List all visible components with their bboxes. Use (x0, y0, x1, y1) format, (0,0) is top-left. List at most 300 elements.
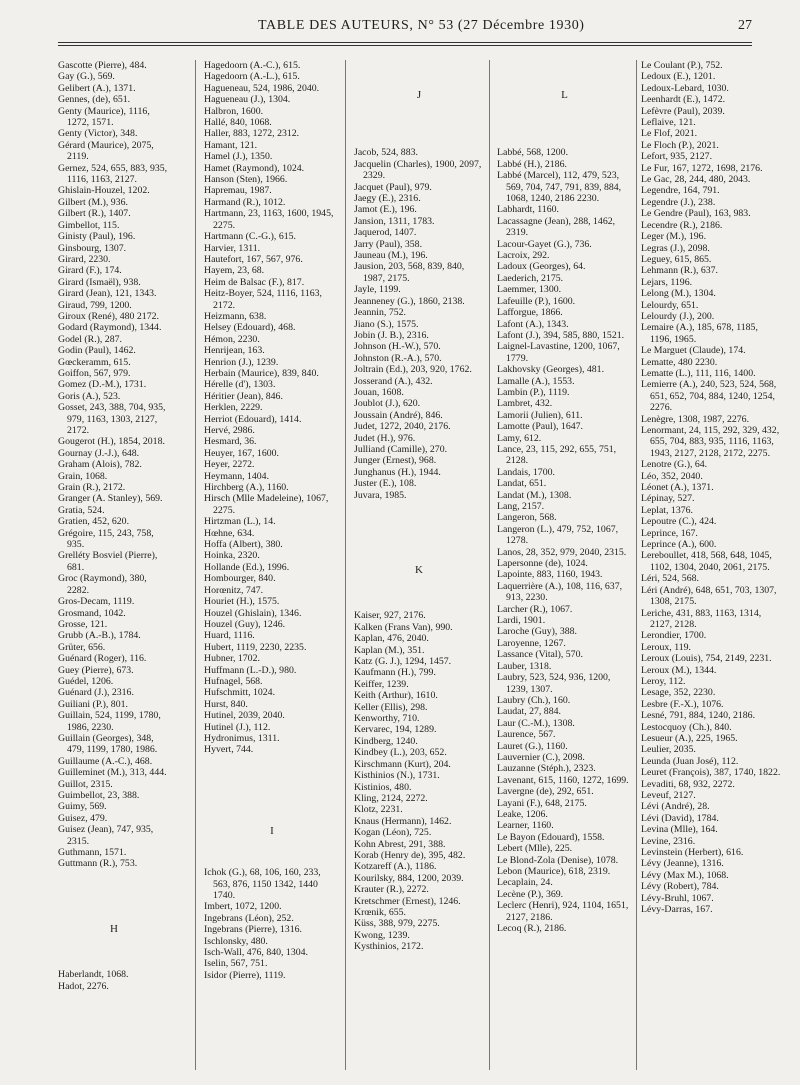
section-letter: H (110, 922, 118, 935)
index-entry: Jouan, 1608. (354, 386, 404, 398)
index-entry: Leulier, 2035. (641, 744, 696, 756)
index-entry: Hagedoorn (A.-L.), 615. (204, 71, 300, 83)
index-entry: Guisez, 479. (58, 812, 108, 824)
index-entry: Ingebrans (Léon), 252. (204, 912, 294, 924)
index-entry: Ladoux (Georges), 64. (497, 261, 586, 273)
index-entry: Hapremau, 1987. (204, 185, 272, 197)
index-entry: Lematte, 480 2230. (641, 356, 718, 368)
index-entry: Lebert (Mlle), 225. (497, 843, 573, 855)
index-entry: Le Flof, 2021. (641, 128, 698, 140)
index-entry: Labhardt, 1160. (497, 204, 559, 216)
index-entry: Isch-Wall, 476, 840, 1304. (204, 947, 308, 959)
index-entry: Gournay (J.-J.), 648. (58, 447, 140, 459)
index-entry: Hamel (J.), 1350. (204, 151, 273, 163)
index-entry: Léonet (A.), 1371. (641, 482, 714, 494)
index-entry: Lafeuille (P.), 1600. (497, 295, 576, 307)
index-entry: Lévi (David), 1784. (641, 812, 719, 824)
index-entry: Lerondier, 1700. (641, 630, 707, 642)
index-entry: Girard (F.), 174. (58, 265, 122, 277)
index-entry: Gelibert (A.), 1371. (58, 82, 136, 94)
index-entry: Iselin, 567, 751. (204, 958, 268, 970)
index-entry: Hydronimus, 1311. (204, 732, 280, 744)
section-spacer (497, 101, 632, 147)
index-entry: Krœnik, 655. (354, 906, 406, 918)
column-divider (345, 60, 346, 1070)
index-entry: Hamant, 121. (204, 139, 258, 151)
index-entry: Gosset, 243, 388, 704, 935, 979, 1163, 1303, 2127, 2172. (58, 402, 166, 436)
index-entry: Léri, 524, 568. (641, 573, 699, 585)
index-entry: Gimbellot, 115. (58, 219, 120, 231)
index-entry: Giroux (René), 480 2172. (58, 310, 159, 322)
section-spacer (354, 101, 484, 147)
column-divider (195, 60, 196, 1070)
index-entry: Kling, 2124, 2272. (354, 792, 428, 804)
index-column-3 (354, 60, 484, 1070)
index-entry: Hoinka, 2320. (204, 550, 260, 562)
index-entry: Laudat, 27, 884. (497, 706, 561, 718)
index-entry: Labbé, 568, 1200. (497, 147, 569, 159)
index-entry: Kindberg, 1240. (354, 735, 418, 747)
index-entry: Laquerrière (A.), 108, 116, 637, 913, 2230. (497, 580, 623, 604)
index-entry: Heuyer, 167, 1600. (204, 447, 279, 459)
index-entry: Lavenant, 615, 1160, 1272, 1699. (497, 774, 629, 786)
index-entry: Guillain, 524, 1199, 1780, 1986, 2230. (58, 710, 161, 733)
index-entry: Kervarec, 194, 1289. (354, 724, 437, 736)
index-entry: Harmand (R.), 1012. (204, 196, 286, 208)
index-entry: Gernez, 524, 655, 883, 935, 1116, 1163, 2127. (58, 162, 168, 186)
index-entry: Hallé, 840, 1068. (204, 117, 272, 129)
index-entry: Hubert, 1119, 2230, 2235. (204, 641, 307, 653)
index-entry: Kenworthy, 710. (354, 713, 420, 725)
index-entry: Katz (G. J.), 1294, 1457. (354, 656, 452, 668)
index-entry: Lecaplain, 24. (497, 877, 553, 889)
index-entry: Hanson (Sten), 1966. (204, 174, 288, 186)
index-entry: Huard, 1116. (204, 630, 255, 642)
index-entry: Labbé (H.), 2186. (497, 158, 567, 170)
index-entry: Girard, 2230. (58, 253, 111, 265)
index-entry: Lévy-Bruhl, 1067. (641, 892, 714, 904)
index-entry: Gomez (D.-M.), 1731. (58, 379, 147, 391)
index-entry: Lévi (André), 28. (641, 801, 710, 813)
index-entry: Guiliani (P.), 801. (58, 698, 128, 710)
index-entry: Juvara, 1985. (354, 489, 407, 501)
index-entry: Lépinay, 527. (641, 493, 695, 505)
index-entry: Lestocquoy (Ch.), 840. (641, 721, 732, 733)
index-entry: Jeanneney (G.), 1860, 2138. (354, 295, 465, 307)
index-entry: Jacob, 524, 883. (354, 147, 418, 159)
index-entry: Ingebrans (Pierre), 1316. (204, 924, 302, 936)
index-entry: Lamy, 612. (497, 432, 542, 444)
index-entry: Grubb (A.-B.), 1784. (58, 630, 141, 642)
index-entry: Guimy, 569. (58, 801, 107, 813)
index-entry: Langeron, 568. (497, 512, 557, 524)
index-entry: Gros-Decam, 1119. (58, 596, 135, 608)
index-entry: Herklen, 2229. (204, 402, 263, 414)
index-entry: Laurence, 567. (497, 729, 556, 741)
index-entry: Julliand (Camille), 270. (354, 443, 448, 455)
index-entry: Hufschmitt, 1024. (204, 687, 276, 699)
index-entry: Lévy-Darras, 167. (641, 904, 713, 916)
index-entry: Guillain (Georges), 348, 479, 1199, 1780, 1986. (58, 732, 158, 756)
index-entry: Lévy (Max M.), 1068. (641, 869, 729, 881)
index-entry: Keith (Arthur), 1610. (354, 690, 438, 702)
index-entry: Leenhardt (E.), 1472. (641, 94, 726, 106)
index-entry: Lévy (Jeanne), 1316. (641, 858, 724, 870)
index-entry: Kohn Abrest, 291, 388. (354, 838, 446, 850)
index-entry: Judet, 1272, 2040, 2176. (354, 421, 451, 433)
index-entry: Jaegy (E.), 2316. (354, 193, 421, 205)
index-entry: Lauvernier (C.), 2098. (497, 751, 585, 763)
index-entry: Halbron, 1600. (204, 105, 264, 117)
index-entry: Ghislain-Houzel, 1202. (58, 185, 150, 197)
index-entry: Lacassagne (Jean), 288, 1462, 2319. (497, 215, 616, 239)
index-entry: Jacquelin (Charles), 1900, 2097, 2329. (354, 158, 482, 182)
index-entry: Laubry, 523, 524, 936, 1200, 1239, 1307. (497, 672, 611, 695)
index-entry: Guénard (Roger), 116. (58, 653, 147, 665)
index-entry: Kirschmann (Kurt), 204. (354, 758, 451, 770)
index-entry: Larcher (R.), 1067. (497, 603, 573, 615)
index-entry: Lejars, 1196. (641, 276, 693, 288)
index-column-2 (204, 60, 340, 1070)
header-rule (58, 42, 752, 46)
index-entry: Kaplan, 476, 2040. (354, 633, 429, 645)
index-entry: Lecendre (R.), 2186. (641, 219, 723, 231)
index-entry: Ichok (G.), 68, 106, 160, 233, 563, 876, 1150 1342, 1440 1740. (204, 867, 321, 901)
index-entry: Landat (M.), 1308. (497, 489, 572, 501)
index-entry: Le Coulant (P.), 752. (641, 60, 723, 71)
index-entry: Lenègre, 1308, 1987, 2276. (641, 413, 750, 425)
index-entry: Lafont (J.), 394, 585, 880, 1521. (497, 329, 625, 341)
index-entry: Lance, 23, 115, 292, 655, 751, 2128. (497, 443, 617, 467)
index-entry: Héritier (Jean), 846. (204, 390, 283, 402)
index-entry: Lakhovsky (Georges), 481. (497, 364, 605, 376)
index-entry: Henrijean, 163. (204, 345, 265, 357)
index-entry: Kistinios, 480. (354, 781, 412, 793)
index-entry: Kourilsky, 884, 1200, 2039. (354, 872, 464, 884)
index-entry: Gougerot (H.), 1854, 2018. (58, 436, 165, 448)
index-entry: Levaditi, 68, 932, 2272. (641, 778, 735, 790)
index-entry: Lauber, 1318. (497, 660, 552, 672)
index-entry: Le Bayon (Edouard), 1558. (497, 831, 605, 843)
index-entry: Ischlonsky, 480. (204, 935, 268, 947)
index-entry: Jeannin, 752. (354, 307, 406, 319)
index-entry: Heyer, 2272. (204, 459, 255, 471)
index-entry: Leroux (Louis), 754, 2149, 2231. (641, 653, 772, 665)
index-entry: Hirchberg (A.), 1160. (204, 482, 289, 494)
index-entry: Levine, 2316. (641, 835, 696, 847)
index-entry: Jarry (Paul), 358. (354, 238, 423, 250)
section-spacer (58, 935, 170, 969)
index-entry: Guillaume (A.-C.), 468. (58, 755, 153, 767)
index-entry: Goiffon, 567, 979. (58, 367, 131, 379)
section-letter: L (561, 89, 568, 101)
index-entry: Keller (Ellis), 298. (354, 701, 428, 713)
index-entry: Imbert, 1072, 1200. (204, 901, 282, 913)
index-entry: Gratia, 524. (58, 504, 105, 516)
index-entry: Hagueneau (J.), 1304. (204, 94, 291, 106)
index-entry: Knaus (Hermann), 1462. (354, 815, 452, 827)
index-entry: Lelourdy (J.), 200. (641, 310, 715, 322)
index-entry: Lanos, 28, 352, 979, 2040, 2315. (497, 546, 627, 558)
index-entry: Lacroix, 292. (497, 250, 550, 262)
index-entry: Lepoutre (C.), 424. (641, 516, 717, 528)
index-entry: Grosmand, 1042. (58, 607, 126, 619)
index-entry: Joussain (André), 846. (354, 409, 443, 421)
index-entry: Labbé (Marcel), 112, 479, 523, 569, 704, 747, 791, 839, 884, 1068, 1240, 2186 2230. (497, 170, 622, 205)
index-entry: Hutinel, 2039, 2040. (204, 710, 285, 722)
index-entry: Lebon (Maurice), 618, 2319. (497, 866, 611, 877)
index-entry: Jausion, 203, 568, 839, 840, 1987, 2175. (354, 261, 465, 284)
index-entry: Lenotre (G.), 64. (641, 459, 708, 471)
index-entry: Giraud, 799, 1200. (58, 299, 132, 311)
index-entry: Ginsbourg, 1307. (58, 242, 127, 254)
index-entry: Lelong (M.), 1304. (641, 288, 716, 300)
index-entry: Lefèvre (Paul), 2039. (641, 105, 725, 117)
index-entry: Leplat, 1376. (641, 504, 693, 516)
page-header (0, 18, 800, 40)
index-entry: Lecène (P.), 369. (497, 888, 564, 900)
index-entry: Jayle, 1199. (354, 284, 401, 296)
index-entry: Hesmard, 36. (204, 436, 257, 448)
index-entry: Laroche (Guy), 388. (497, 626, 577, 638)
index-entry: Lemierre (A.), 240, 523, 524, 568, 651, 652, 704, 884, 1240, 1254, 2276. (641, 379, 777, 414)
index-entry: Grain, 1068. (58, 470, 108, 482)
index-entry: Godel (R.), 287. (58, 333, 122, 345)
index-entry: Hautefort, 167, 567, 976. (204, 253, 303, 265)
index-entry: Gratien, 452, 620. (58, 516, 130, 528)
column-divider (489, 60, 490, 1070)
index-entry: Lassance (Vital), 570. (497, 649, 583, 661)
index-entry: Kotzareff (A.), 1186. (354, 861, 437, 873)
section-letter: J (416, 89, 422, 101)
index-entry: Herbain (Maurice), 839, 840. (204, 367, 319, 379)
index-entry: Lapointe, 883, 1160, 1943. (497, 569, 603, 581)
index-entry: Léo, 352, 2040. (641, 470, 703, 482)
index-entry: Joltrain (Ed.), 203, 920, 1762. (354, 364, 472, 376)
index-entry: Guttmann (R.), 753. (58, 858, 138, 870)
index-entry: Guey (Pierre), 673. (58, 664, 134, 676)
index-entry: Jansion, 1311, 1783. (354, 215, 435, 227)
index-entry: Genty (Maurice), 1116, 1272, 1571. (58, 105, 150, 129)
index-entry: Kaufmann (H.), 799. (354, 667, 436, 679)
index-entry: Jiano (S.), 1575. (354, 318, 419, 330)
index-entry: Le Gendre (Paul), 163, 983. (641, 208, 751, 220)
index-entry: Guimbellot, 23, 388. (58, 790, 140, 801)
section-spacer (204, 756, 340, 826)
index-entry: Girard (Jean), 121, 1343. (58, 288, 157, 300)
index-entry: Junger (Ernest), 968. (354, 455, 437, 467)
index-entry: Houzel (Ghislain), 1346. (204, 607, 302, 619)
index-entry: Lapersonne (de), 1024. (497, 558, 588, 570)
index-entry: Hurst, 840. (204, 698, 248, 710)
index-entry: Lesbre (F.-X.), 1076. (641, 698, 724, 710)
index-entry: Grégoire, 115, 243, 758, 935. (58, 527, 154, 551)
index-entry: Le Gac, 28, 244, 480, 2043. (641, 174, 751, 186)
index-entry: Granger (A. Stanley), 569. (58, 493, 163, 505)
index-entry: Kysthinios, 2172. (354, 941, 424, 953)
index-entry: Leake, 1206. (497, 808, 548, 820)
index-entry: Grain (R.), 2172. (58, 482, 126, 494)
index-entry: Hagedoorn (A.-C.), 615. (204, 60, 301, 71)
index-entry: Gay (G.), 569. (58, 71, 115, 83)
index-entry: Herriot (Edouard), 1414. (204, 413, 302, 425)
index-entry: Guisez (Jean), 747, 935, 2315. (58, 824, 154, 847)
index-entry: Gennes, (de), 651. (58, 94, 131, 106)
index-entry: Klotz, 2231. (354, 804, 403, 816)
section-spacer (204, 837, 340, 867)
index-entry: Leriche, 431, 883, 1163, 1314, 2127, 2128. (641, 607, 762, 630)
index-entry: Hufnagel, 568. (204, 675, 263, 687)
index-entry: Kaplan (M.), 351. (354, 644, 425, 656)
index-entry: Leroy, 112. (641, 675, 686, 687)
index-entry: Leprince, 167. (641, 527, 698, 539)
index-entry: Hirtzman (L.), 14. (204, 516, 276, 528)
index-entry: Gœckeramm, 615. (58, 356, 131, 368)
index-entry: Jacquet (Paul), 979. (354, 181, 432, 193)
index-entry: Legras (J.), 2098. (641, 242, 710, 254)
index-entry: Hervé, 2986. (204, 425, 255, 436)
index-entry: Lavergne (de), 292, 651. (497, 786, 594, 798)
section-spacer (58, 870, 170, 924)
page-title: TABLE DES AUTEURS, N° 53 (27 Décembre 1930) (258, 18, 585, 33)
index-entry: Kaiser, 927, 2176. (354, 610, 426, 622)
index-entry: Lafont (A.), 1343. (497, 318, 569, 330)
index-entry: Lacour-Gayet (G.), 736. (497, 238, 592, 250)
index-entry: Genty (Victor), 348. (58, 128, 138, 140)
index-entry: Graham (Alois), 782. (58, 459, 142, 471)
index-entry: Léri (André), 648, 651, 703, 1307, 1308, 2175. (641, 584, 777, 608)
index-entry: Hérelle (d'), 1303. (204, 379, 276, 391)
index-entry: Kindbey (L.), 203, 652. (354, 747, 447, 759)
index-entry: Leprince (A.), 600. (641, 539, 717, 551)
index-entry: Landais, 1700. (497, 466, 555, 478)
index-entry: Lesueur (A.), 225, 1965. (641, 732, 738, 744)
index-entry: Jamot (E.), 196. (354, 204, 417, 216)
index-entry: Leclerc (Henri), 924, 1104, 1651, 2127, 2186. (497, 900, 629, 923)
index-entry: Goris (A.), 523. (58, 390, 121, 402)
index-entry: Lardi, 1901. (497, 615, 546, 627)
index-entry: Levina (Mlle), 164. (641, 824, 718, 836)
index-entry: Horœnitz, 747. (204, 584, 264, 596)
index-entry: Legendre, 164, 791. (641, 185, 720, 197)
index-entry: Krauter (R.), 2272. (354, 884, 429, 896)
index-entry: Huffmann (L.-D.), 980. (204, 664, 297, 676)
index-entry: Hamet (Raymond), 1024. (204, 162, 305, 174)
section-letter: K (415, 564, 423, 576)
index-entry: Heymann, 1404. (204, 470, 270, 482)
index-entry: Harvier, 1311. (204, 242, 261, 254)
index-entry: Hutinel (J.), 112. (204, 721, 271, 733)
index-entry: Guilleminet (M.), 313, 444. (58, 767, 167, 779)
index-entry: Leveuf, 2127. (641, 790, 696, 801)
index-entry: Guillot, 2315. (58, 778, 113, 790)
index-entry: Le Fur, 167, 1272, 1698, 2176. (641, 162, 763, 174)
index-entry: Ledoux-Lebard, 1030. (641, 82, 729, 94)
index-entry: Lauzanne (Stéph.), 2323. (497, 763, 596, 775)
index-entry: Hyvert, 744. (204, 744, 254, 756)
index-entry: Lamalle (A.), 1553. (497, 375, 575, 387)
index-entry: Kogan (Léon), 725. (354, 827, 432, 839)
index-entry: Hartmann (C.-G.), 615. (204, 231, 296, 243)
index-entry: Heizmann, 638. (204, 310, 267, 322)
index-entry: Jaquerod, 1407. (354, 227, 417, 239)
index-entry: Henrion (J.), 1239. (204, 356, 279, 368)
index-entry: Gérard (Maurice), 2075, 2119. (58, 139, 154, 163)
index-entry: Heitz-Boyer, 524, 1116, 1163, 2172. (204, 288, 322, 311)
index-entry: Hubner, 1702. (204, 653, 260, 665)
index-entry: Jauneau (M.), 196. (354, 250, 428, 262)
index-entry: Laroyenne, 1267. (497, 637, 566, 649)
index-entry: Leger (M.), 196. (641, 231, 707, 243)
index-entry: Grüter, 656. (58, 641, 106, 653)
section-spacer (497, 60, 632, 90)
index-entry: Langeron (L.), 479, 752, 1067, 1278. (497, 523, 619, 547)
index-entry: Helsey (Edouard), 468. (204, 322, 296, 334)
index-entry: Lesné, 791, 884, 1240, 2186. (641, 710, 756, 722)
index-entry: Kretschmer (Ernest), 1246. (354, 895, 461, 907)
index-entry: Lambin (P.), 1119. (497, 386, 570, 398)
index-entry: Korab (Henry de), 395, 482. (354, 849, 466, 861)
section-spacer (354, 501, 484, 565)
index-entry: Gilbert (M.), 936. (58, 196, 128, 208)
index-entry: Guénard (J.), 2316. (58, 687, 134, 699)
index-entry: Gascotte (Pierre), 484. (58, 60, 147, 71)
index-entry: Hartmann, 23, 1163, 1600, 1945, 2275. (204, 208, 334, 231)
index-entry: Johnson (H.-W.), 570. (354, 341, 441, 353)
index-entry: Lefort, 935, 2127. (641, 151, 713, 163)
index-entry: Lenormant, 24, 115, 292, 329, 432, 655, 704, 883, 935, 1116, 1163, 1943, 2127, 2128, 2172, 2275. (641, 425, 780, 459)
index-entry: Haberlandt, 1068. (58, 969, 129, 981)
index-entry: Guédel, 1206. (58, 675, 114, 687)
section-spacer (354, 60, 484, 90)
index-entry: Laederich, 2175. (497, 272, 564, 284)
index-entry: Godard (Raymond), 1344. (58, 322, 162, 334)
column-divider (636, 60, 637, 1070)
index-entry: Hoffa (Albert), 380. (204, 539, 283, 551)
index-entry: Godin (Paul), 1462. (58, 345, 136, 357)
index-entry: Grosse, 121. (58, 618, 108, 630)
index-entry: Keiffer, 1239. (354, 678, 409, 690)
index-entry: Lambret, 432. (497, 398, 553, 410)
index-entry: Kalken (Frans Van), 990. (354, 621, 453, 633)
index-entry: Hirsch (Mlle Madeleine), 1067, 2275. (204, 493, 329, 516)
index-entry: Johnston (R.-A.), 570. (354, 352, 442, 364)
index-entry: Lafforgue, 1866. (497, 307, 563, 319)
index-entry: Layani (F.), 648, 2175. (497, 797, 587, 809)
index-entry: Landat, 651. (497, 478, 547, 490)
index-entry: Groc (Raymond), 380, 2282. (58, 573, 147, 596)
index-entry: Lamotte (Paul), 1647. (497, 421, 583, 433)
index-entry: Jobin (J. B.), 2316. (354, 329, 429, 341)
page-number: 27 (738, 18, 752, 33)
index-entry: Lematte (L.), 111, 116, 1400. (641, 367, 756, 379)
index-entry: Kisthinios (N.), 1731. (354, 770, 440, 782)
index-entry: Hayem, 23, 68. (204, 265, 265, 277)
index-entry: Girard (Ismaël), 938. (58, 276, 141, 288)
index-entry: Leflaive, 121. (641, 117, 696, 129)
index-entry: Laignel-Lavastine, 1200, 1067, 1779. (497, 341, 620, 364)
index-entry: Hollande (Ed.), 1996. (204, 561, 290, 573)
index-entry: Houzel (Guy), 1246. (204, 618, 286, 630)
section-spacer (354, 576, 484, 610)
index-entry: Hadot, 2276. (58, 980, 109, 992)
index-entry: Hœhne, 634. (204, 527, 255, 539)
index-entry: Juster (E.), 108. (354, 478, 417, 490)
index-entry: Leroux (M.), 1344. (641, 664, 717, 676)
index-entry: Levinstein (Herbert), 616. (641, 847, 744, 859)
index-entry: Lauret (G.), 1160. (497, 740, 568, 752)
index-entry: Lang, 2157. (497, 501, 545, 512)
